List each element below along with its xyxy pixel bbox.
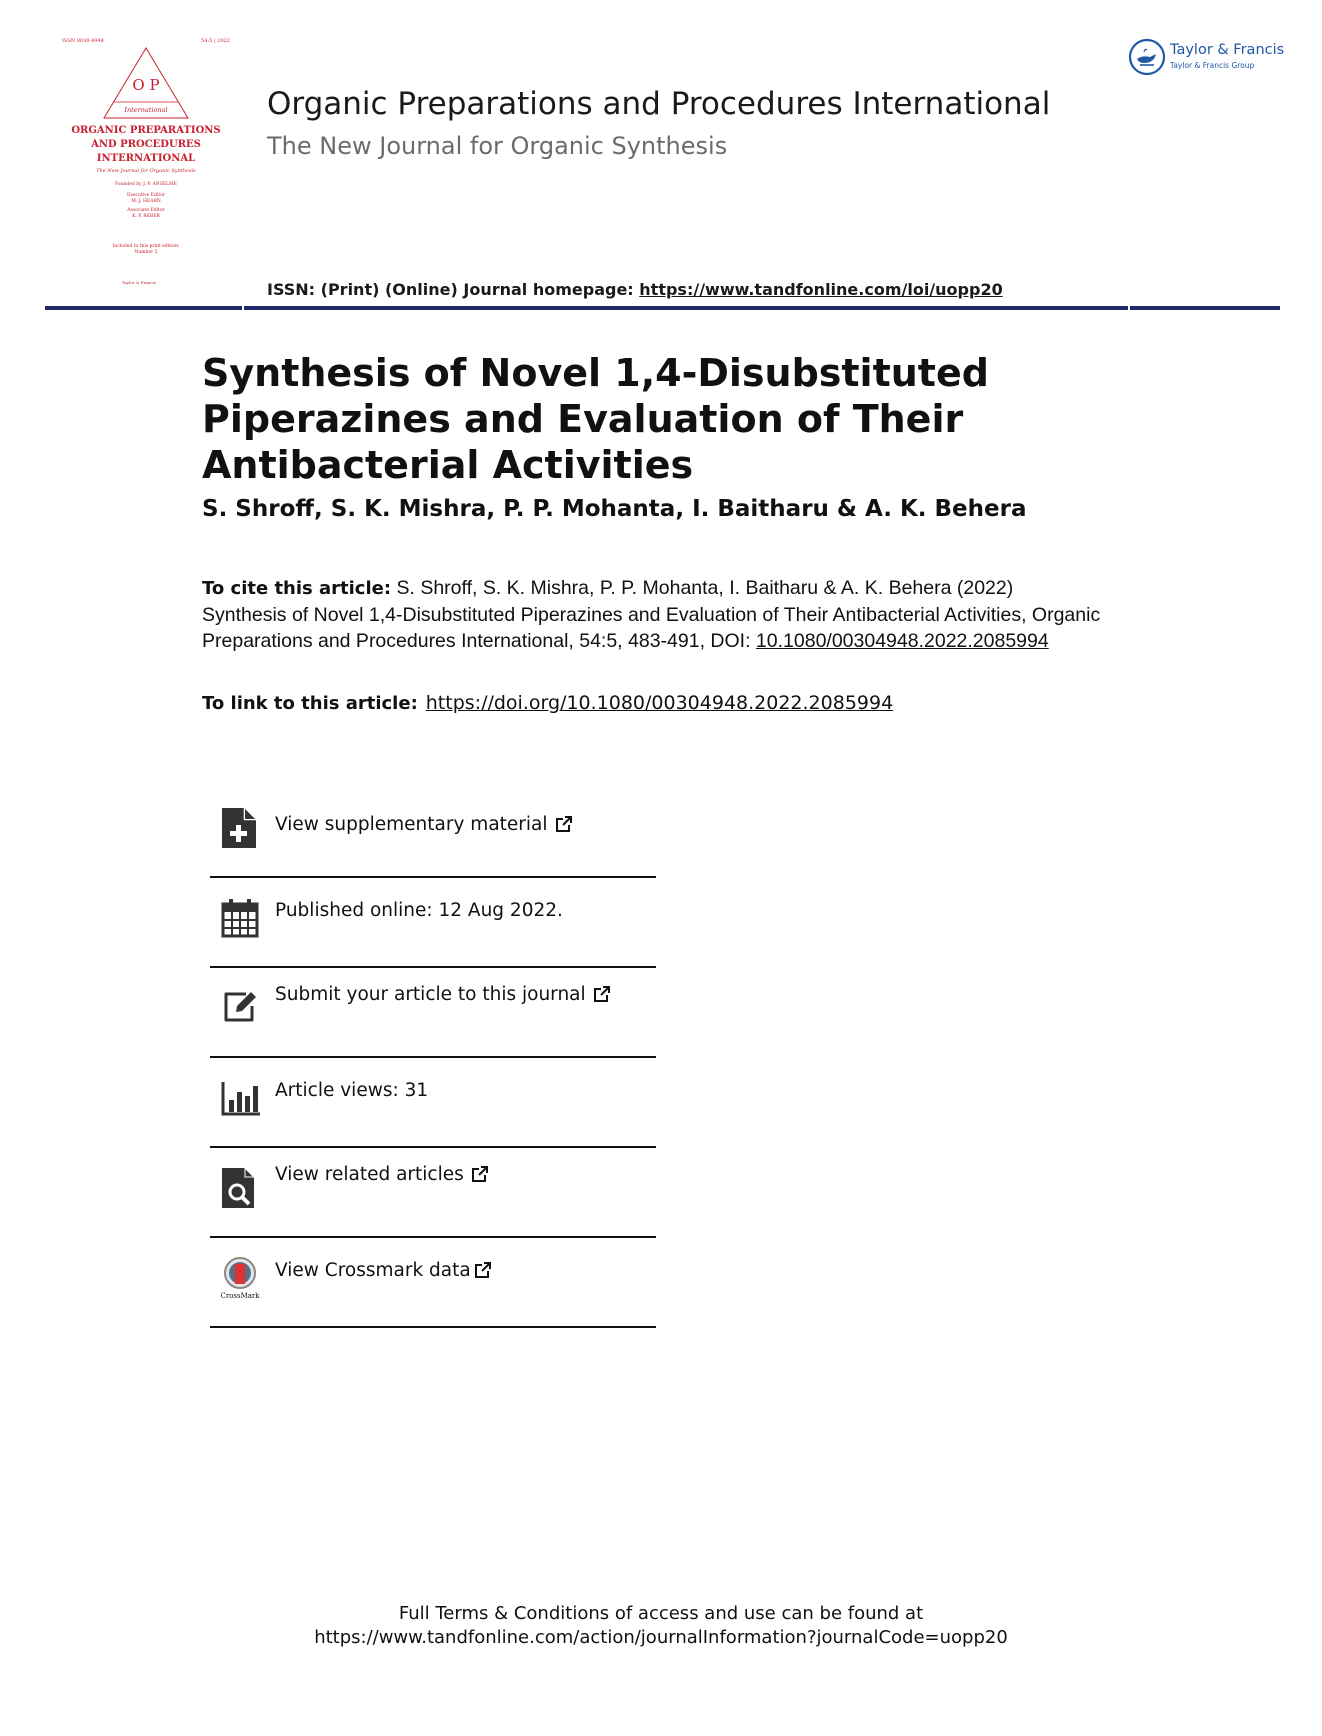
cover-publisher: Taylor & Francis <box>122 280 156 285</box>
link-label: To link to this article: <box>202 693 418 714</box>
logo-letters: O P <box>132 76 160 94</box>
header-divider <box>45 306 1280 310</box>
journal-title: Organic Preparations and Procedures International <box>267 86 1051 122</box>
journal-subtitle: The New Journal for Organic Synthesis <box>267 132 728 160</box>
article-doi-link[interactable]: https://doi.org/10.1080/00304948.2022.2085994 <box>425 692 894 714</box>
published-online-info <box>210 878 656 968</box>
citation-block <box>202 575 1102 654</box>
external-link-icon <box>592 984 612 1004</box>
action-label: View supplementary material <box>275 814 574 835</box>
article-link-row <box>202 692 893 714</box>
edit-icon <box>220 986 260 1030</box>
cover-founded: Founded by J.-P. ANSELME <box>115 182 177 187</box>
file-search-icon <box>220 1166 260 1210</box>
issn-line <box>267 280 1003 299</box>
cite-text: S. Shroff, S. K. Mishra, P. P. Mohanta, I. Baitharu & A. K. Behera (2022) Synthesis of Novel 1,4-Disubstituted Piperazines and Evaluation of Their Antibacterial Activities, Organic Preparations and Procedures International, 54:5, 483-491, DOI: <box>202 577 1101 652</box>
lamp-icon <box>1128 38 1166 76</box>
footer-terms-url[interactable]: https://www.tandfonline.com/action/journalInformation?journalCode=uopp20 <box>314 1627 1008 1648</box>
publisher-name: Taylor & Francis <box>1170 42 1285 58</box>
supplementary-material-link[interactable] <box>210 788 656 878</box>
divider-gap <box>1128 306 1130 310</box>
crossmark-icon <box>220 1256 260 1300</box>
bar-chart-icon <box>220 1076 260 1120</box>
opp-logo-icon <box>100 46 192 122</box>
action-label: View related articles <box>275 1164 490 1185</box>
calendar-icon <box>220 896 260 940</box>
external-link-icon <box>473 1260 493 1280</box>
cover-assoc-name: K. P. REBER <box>132 214 160 219</box>
cover-issn: ISSN 0030-4948 <box>62 38 104 44</box>
external-link-icon <box>470 1164 490 1184</box>
file-plus-icon <box>220 806 260 850</box>
crossmark-link[interactable] <box>210 1238 656 1328</box>
related-articles-link[interactable] <box>210 1148 656 1238</box>
logo-word: International <box>124 106 168 114</box>
journal-cover <box>62 38 230 298</box>
external-link-icon <box>554 814 574 834</box>
footer-terms: Full Terms & Conditions of access and use can be found at <box>398 1603 924 1624</box>
cover-included: Included in this print edition: <box>112 244 180 249</box>
article-views-info <box>210 1058 656 1148</box>
cover-number: Number 5 <box>134 250 158 255</box>
article-title: Synthesis of Novel 1,4-Disubstituted Piperazines and Evaluation of Their Antibacterial Activities <box>202 351 989 487</box>
article-authors: S. Shroff, S. K. Mishra, P. P. Mohanta, I. Baitharu & A. K. Behera <box>202 496 1027 522</box>
cover-assoc-label: Associate Editor <box>127 208 165 213</box>
cover-volume: 54:5 | 2022 <box>201 38 230 44</box>
action-label: Article views: 31 <box>275 1080 429 1101</box>
crossmark-text: CrossMark <box>220 1292 260 1300</box>
publisher-logo[interactable] <box>1128 38 1298 78</box>
journal-homepage-link[interactable]: https://www.tandfonline.com/loi/uopp20 <box>639 280 1003 299</box>
cover-exec-name: M. J. HEARN <box>131 199 161 204</box>
divider-gap <box>242 306 244 310</box>
cite-label: To cite this article: <box>202 578 392 599</box>
cover-subtitle: The New Journal for Organic Synthesis <box>96 168 196 174</box>
submit-article-link[interactable] <box>210 968 656 1058</box>
action-label: Published online: 12 Aug 2022. <box>275 900 563 921</box>
issn-text: ISSN: (Print) (Online) Journal homepage: <box>267 280 640 299</box>
action-label: View Crossmark data <box>275 1260 493 1281</box>
action-label: Submit your article to this journal <box>275 984 612 1005</box>
publisher-group: Taylor & Francis Group <box>1170 61 1255 70</box>
cover-title: ORGANIC PREPARATIONS AND PROCEDURES INTERNATIONAL <box>71 125 221 164</box>
cover-exec-label: Executive Editor <box>126 193 166 198</box>
cite-doi-link[interactable]: 10.1080/00304948.2022.2085994 <box>755 630 1049 652</box>
